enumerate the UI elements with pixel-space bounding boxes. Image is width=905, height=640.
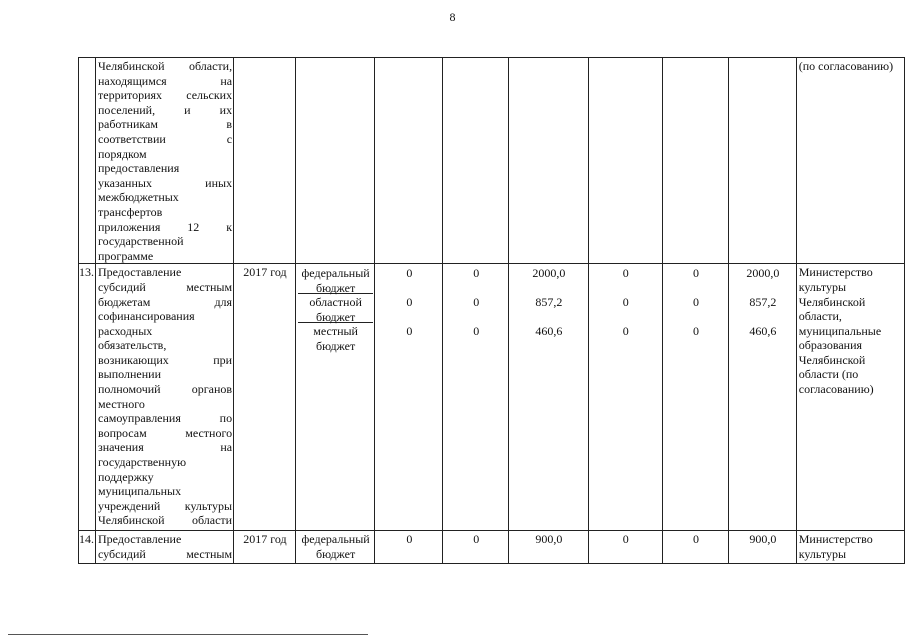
- source-cell: областной бюджет: [298, 294, 374, 323]
- source-cell: местный бюджет: [313, 324, 358, 353]
- description-line: Предоставление: [98, 265, 182, 280]
- footnote-divider: [8, 634, 368, 635]
- description-line: Предоставление: [98, 532, 182, 547]
- value-cell: 0: [693, 266, 699, 281]
- description-line: муниципальных: [98, 484, 182, 499]
- row-description: [96, 531, 234, 564]
- description-line: приложения 12 к: [98, 219, 233, 234]
- value-cell: 460,6: [535, 324, 563, 339]
- description-line: территориях сельских: [98, 88, 233, 103]
- value-cell: 0: [406, 295, 413, 310]
- description-line: субсидий местным: [98, 279, 233, 294]
- row-value-cell: [588, 58, 663, 264]
- row-value-cell: [728, 58, 796, 264]
- row-source: [295, 58, 375, 264]
- row-value-cell: [663, 58, 729, 264]
- value-column: [509, 264, 588, 531]
- row-description: [96, 58, 234, 264]
- description-line: соответствии с: [98, 131, 233, 146]
- value-cell: 0: [622, 295, 629, 310]
- value-cell: 0: [473, 295, 480, 310]
- row-value-cell: [443, 58, 509, 264]
- description-line: Челябинской области,: [98, 59, 233, 73]
- value-cell: 2000,0: [532, 266, 566, 281]
- value-cell: 0: [693, 295, 699, 310]
- row-number: [79, 58, 96, 264]
- description-line: поселений, и их: [98, 102, 233, 117]
- page-number: 8: [449, 10, 456, 24]
- description-line: поддержку: [98, 469, 154, 484]
- description-line: возникающих при: [98, 352, 233, 367]
- description-line: самоуправления по: [98, 411, 233, 426]
- description-line: предоставления: [98, 161, 180, 176]
- source-cell: федеральный бюджет: [295, 531, 375, 564]
- value-cell: 0: [473, 324, 480, 339]
- row-number: 14.: [79, 531, 96, 564]
- table-row: [79, 531, 905, 564]
- value-cell: 0: [443, 531, 509, 564]
- row-year: 2017 год: [234, 531, 296, 564]
- description-line: указанных иных: [98, 175, 233, 190]
- value-cell: 0: [406, 324, 413, 339]
- value-cell: 2000,0: [746, 266, 780, 281]
- description-line: находящимся на: [98, 73, 233, 88]
- row-description: [96, 264, 234, 531]
- description-line: государственной: [98, 234, 184, 249]
- description-line: порядком: [98, 146, 147, 161]
- description-line: софинансирования: [98, 309, 195, 324]
- description-line: обязательств,: [98, 338, 167, 353]
- value-cell: 0: [375, 531, 443, 564]
- value-cell: 900,0: [509, 531, 588, 564]
- value-column: [663, 264, 729, 531]
- value-cell: 0: [622, 324, 629, 339]
- value-column: [443, 264, 509, 531]
- value-cell: 0: [588, 531, 663, 564]
- value-cell: 900,0: [728, 531, 796, 564]
- description-line: Челябинской области: [98, 513, 233, 528]
- row-responsible: Министерство культуры: [796, 531, 904, 564]
- row-responsible: Министерство культуры Челябинской области, муниципальные образования Челябинской области (по согласованию): [796, 264, 904, 531]
- value-column: [728, 264, 796, 531]
- value-cell: 460,6: [749, 324, 777, 339]
- source-cell: федеральный бюджет: [298, 265, 374, 294]
- description-line: учреждений культуры: [98, 498, 233, 513]
- table-row: [79, 58, 905, 264]
- row-year: 2017 год: [234, 264, 296, 531]
- description-line: государственную: [98, 455, 187, 470]
- value-cell: 857,2: [535, 295, 563, 310]
- description-line: программе: [98, 248, 154, 263]
- description-line: субсидий местным: [98, 546, 233, 561]
- description-line: местного: [98, 396, 145, 411]
- row-year: [234, 58, 296, 264]
- row-value-cell: [375, 58, 443, 264]
- description-line: полномочий органов: [98, 382, 233, 397]
- value-cell: 0: [406, 266, 413, 281]
- value-cell: 0: [663, 531, 729, 564]
- row-responsible: (по согласованию): [796, 58, 904, 264]
- description-line: вопросам местного: [98, 425, 233, 440]
- description-line: трансфертов: [98, 204, 163, 219]
- value-cell: 0: [473, 266, 480, 281]
- description-line: выполнении: [98, 367, 161, 382]
- row-number: 13.: [79, 264, 96, 531]
- description-line: расходных: [98, 323, 153, 338]
- description-line: работникам в: [98, 117, 233, 132]
- program-table: [78, 57, 905, 564]
- description-line: бюджетам для: [98, 294, 233, 309]
- value-cell: 857,2: [749, 295, 777, 310]
- row-source-column: [295, 264, 375, 531]
- table-row: [79, 264, 905, 531]
- value-column: [588, 264, 663, 531]
- value-column: [375, 264, 443, 531]
- description-line: значения на: [98, 440, 233, 455]
- value-cell: 0: [622, 266, 629, 281]
- description-line: межбюджетных: [98, 190, 179, 205]
- row-value-cell: [509, 58, 588, 264]
- value-cell: 0: [693, 324, 699, 339]
